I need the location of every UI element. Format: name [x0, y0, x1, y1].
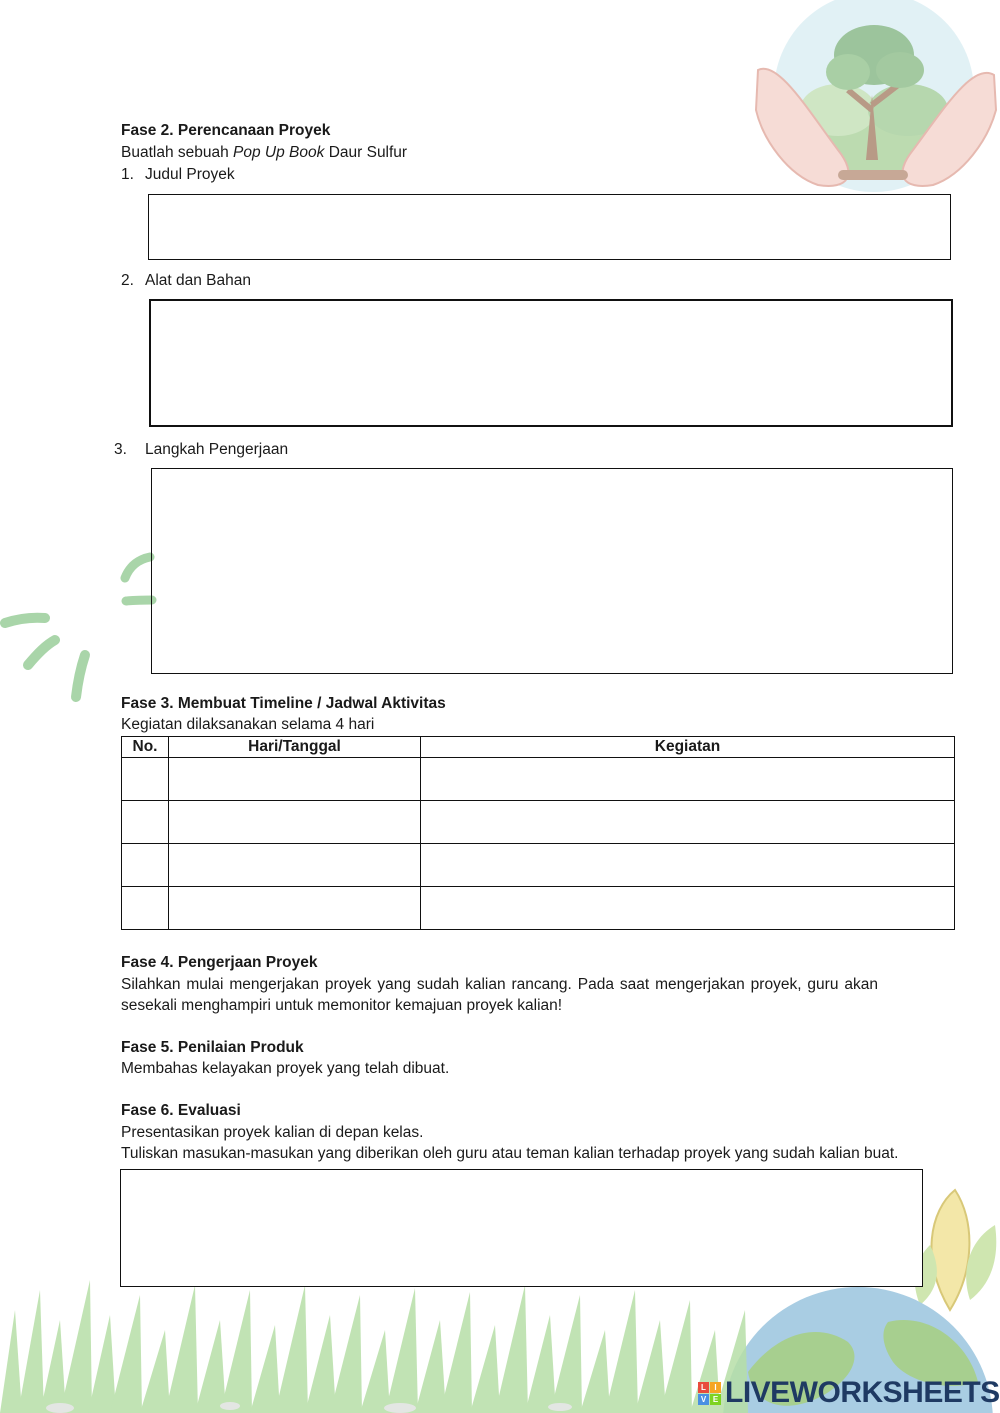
- header-no: No.: [122, 737, 169, 758]
- green-strokes-decoration: [0, 545, 160, 715]
- cell-hari-tanggal[interactable]: [169, 758, 421, 801]
- fase5-text: Membahas kelayakan proyek yang telah dibuat.: [121, 1060, 450, 1077]
- fase4-text: Silahkan mulai mengerjakan proyek yang sudah kalian rancang. Pada saat mengerjakan proyek, guru akan sesekali menghampiri untuk memonitor kemajuan proyek kalian!: [121, 976, 878, 1014]
- fase4-title: Fase 4. Pengerjaan Proyek: [121, 954, 318, 971]
- table-header-row: [122, 737, 955, 758]
- cell-kegiatan[interactable]: [421, 801, 955, 844]
- fase6-title: Fase 6. Evaluasi: [121, 1102, 241, 1119]
- cell-no[interactable]: [122, 758, 169, 801]
- fase3-title: Fase 3. Membuat Timeline / Jadwal Aktivitas: [121, 695, 446, 712]
- fase6-line1: Presentasikan proyek kalian di depan kelas.: [121, 1124, 424, 1141]
- logo-block-l: L: [698, 1382, 709, 1393]
- timeline-table: [121, 736, 955, 930]
- fase2-title: Fase 2. Perencanaan Proyek: [121, 122, 331, 139]
- item-1-number: 1.: [121, 166, 134, 183]
- alat-bahan-answer-box[interactable]: [149, 299, 953, 427]
- logo-block-i: I: [710, 1382, 721, 1393]
- item-3-number: 3.: [114, 441, 127, 458]
- logo-block-v: V: [698, 1394, 709, 1405]
- langkah-pengerjaan-answer-box[interactable]: [151, 468, 953, 674]
- header-hari-tanggal: Hari/Tanggal: [169, 737, 421, 758]
- cell-no[interactable]: [122, 887, 169, 930]
- cell-hari-tanggal[interactable]: [169, 844, 421, 887]
- cell-no[interactable]: [122, 844, 169, 887]
- fase2-intro-italic: Pop Up Book: [233, 144, 325, 161]
- liveworksheets-logo-text: LIVEWORKSHEETS: [725, 1376, 1000, 1409]
- cell-hari-tanggal[interactable]: [169, 887, 421, 930]
- cell-kegiatan[interactable]: [421, 887, 955, 930]
- item-2-number: 2.: [121, 272, 134, 289]
- judul-proyek-answer-box[interactable]: [148, 194, 951, 260]
- fase2-intro-suffix: Daur Sulfur: [324, 144, 408, 161]
- table-row: [122, 801, 955, 844]
- fase6-line2: Tuliskan masukan-masukan yang diberikan oleh guru atau teman kalian terhadap proyek yang sudah kalian buat.: [121, 1145, 899, 1162]
- cell-kegiatan[interactable]: [421, 758, 955, 801]
- cell-hari-tanggal[interactable]: [169, 801, 421, 844]
- cell-no[interactable]: [122, 801, 169, 844]
- fase5-title: Fase 5. Penilaian Produk: [121, 1039, 304, 1056]
- grass-decoration: [0, 1270, 760, 1413]
- item-2-label: Alat dan Bahan: [145, 272, 252, 289]
- fase3-subtitle: Kegiatan dilaksanakan selama 4 hari: [121, 716, 375, 733]
- header-kegiatan: Kegiatan: [421, 737, 955, 758]
- liveworksheets-logo: [698, 1376, 1000, 1410]
- fase2-intro-prefix: Buatlah sebuah: [121, 144, 234, 161]
- logo-block-e: E: [710, 1394, 721, 1405]
- item-3-label: Langkah Pengerjaan: [145, 441, 289, 458]
- cell-kegiatan[interactable]: [421, 844, 955, 887]
- item-1-label: Judul Proyek: [145, 166, 235, 183]
- table-row: [122, 758, 955, 801]
- liveworksheets-blocks-icon: [698, 1382, 721, 1405]
- fase2-intro: [121, 143, 407, 163]
- table-row: [122, 844, 955, 887]
- evaluasi-answer-box[interactable]: [120, 1169, 923, 1287]
- table-row: [122, 887, 955, 930]
- hands-tree-illustration: [748, 0, 1000, 195]
